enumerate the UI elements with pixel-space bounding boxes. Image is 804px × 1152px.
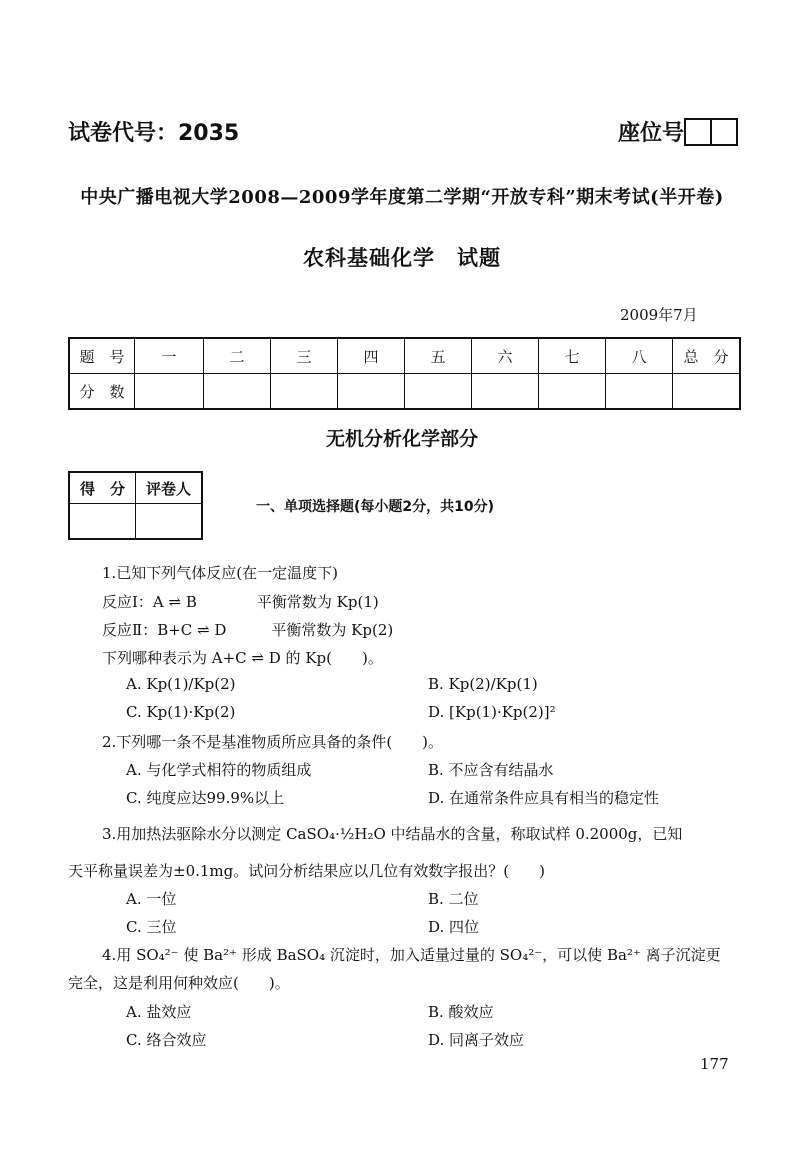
score-cell: 分 数 [69, 374, 135, 410]
score-header-row [69, 338, 740, 374]
seat-boxes [686, 118, 738, 146]
score-cell: 二 [204, 338, 271, 374]
subject-title: 农科基础化学 试题 [303, 246, 501, 270]
score-cell [204, 374, 271, 410]
score-cell [539, 374, 606, 410]
question-line: 天平称量误差为±0.1mg。试问分析结果应以几位有效数字报出？( ) [68, 862, 545, 880]
question-line: 1.已知下列气体反应(在一定温度下) [102, 564, 339, 582]
option: B. 不应含有结晶水 [428, 761, 554, 779]
grader-score-label: 得 分 [69, 472, 136, 504]
option: B. 酸效应 [428, 1003, 494, 1021]
paper-code: 试卷代号：2035 [68, 121, 240, 146]
grader-table [68, 471, 203, 540]
option: A. Kp(1)/Kp(2) [126, 675, 236, 693]
question-line: 反应Ⅱ：B+C ⇌ D 平衡常数为 Kp(2) [102, 621, 394, 639]
option: C. 络合效应 [126, 1031, 207, 1049]
seat-label: 座位号 [618, 121, 685, 146]
section-title: 无机分析化学部分 [325, 428, 478, 450]
exam-date: 2009年7月 [620, 306, 698, 324]
question-line: 2.下列哪一条不是基准物质所应具备的条件( )。 [102, 733, 444, 751]
option: C. 纯度应达99.9%以上 [126, 789, 285, 807]
score-value-row [69, 374, 740, 410]
option: A. 一位 [126, 890, 177, 908]
question-line: 完全，这是利用何种效应( )。 [68, 974, 290, 992]
option: D. 同离子效应 [428, 1031, 525, 1049]
grader-name-cell [136, 504, 203, 540]
score-cell [606, 374, 673, 410]
score-cell: 五 [405, 338, 472, 374]
score-cell: 题 号 [69, 338, 135, 374]
score-cell [673, 374, 741, 410]
score-cell: 一 [135, 338, 204, 374]
option: C. 三位 [126, 918, 177, 936]
score-cell [135, 374, 204, 410]
option: C. Kp(1)·Kp(2) [126, 703, 236, 721]
option: D. 四位 [428, 918, 480, 936]
score-cell: 三 [271, 338, 338, 374]
score-cell [338, 374, 405, 410]
exam-title: 中央广播电视大学2008—2009学年度第二学期“开放专科”期末考试(半开卷) [80, 187, 724, 208]
score-cell: 四 [338, 338, 405, 374]
grader-score-cell [69, 504, 136, 540]
option: D. 在通常条件应具有相当的稳定性 [428, 789, 660, 807]
page-number: 177 [700, 1055, 729, 1073]
option: B. Kp(2)/Kp(1) [428, 675, 538, 693]
score-cell [271, 374, 338, 410]
score-table [68, 337, 741, 410]
option: A. 盐效应 [126, 1003, 192, 1021]
grader-name-label: 评卷人 [136, 472, 203, 504]
option: D. [Kp(1)·Kp(2)]² [428, 703, 556, 721]
question-line: 下列哪种表示为 A+C ⇌ D 的 Kp( )。 [102, 649, 383, 667]
score-cell: 七 [539, 338, 606, 374]
score-cell: 八 [606, 338, 673, 374]
option: B. 二位 [428, 890, 479, 908]
score-cell [405, 374, 472, 410]
seat-number [618, 116, 738, 147]
score-cell: 六 [472, 338, 539, 374]
score-cell: 总 分 [673, 338, 741, 374]
part-title: 一、单项选择题(每小题2分，共10分) [256, 499, 495, 515]
question-line: 反应Ⅰ：A ⇌ B 平衡常数为 Kp(1) [102, 593, 379, 611]
option: A. 与化学式相符的物质组成 [126, 761, 312, 779]
question-line: 4.用 SO₄²⁻ 使 Ba²⁺ 形成 BaSO₄ 沉淀时，加入适量过量的 SO₄²⁻，可以使 Ba²⁺ 离子沉淀更 [102, 946, 721, 964]
score-cell [472, 374, 539, 410]
question-line: 3.用加热法驱除水分以测定 CaSO₄·½H₂O 中结晶水的含量，称取试样 0.2000g，已知 [102, 825, 683, 843]
